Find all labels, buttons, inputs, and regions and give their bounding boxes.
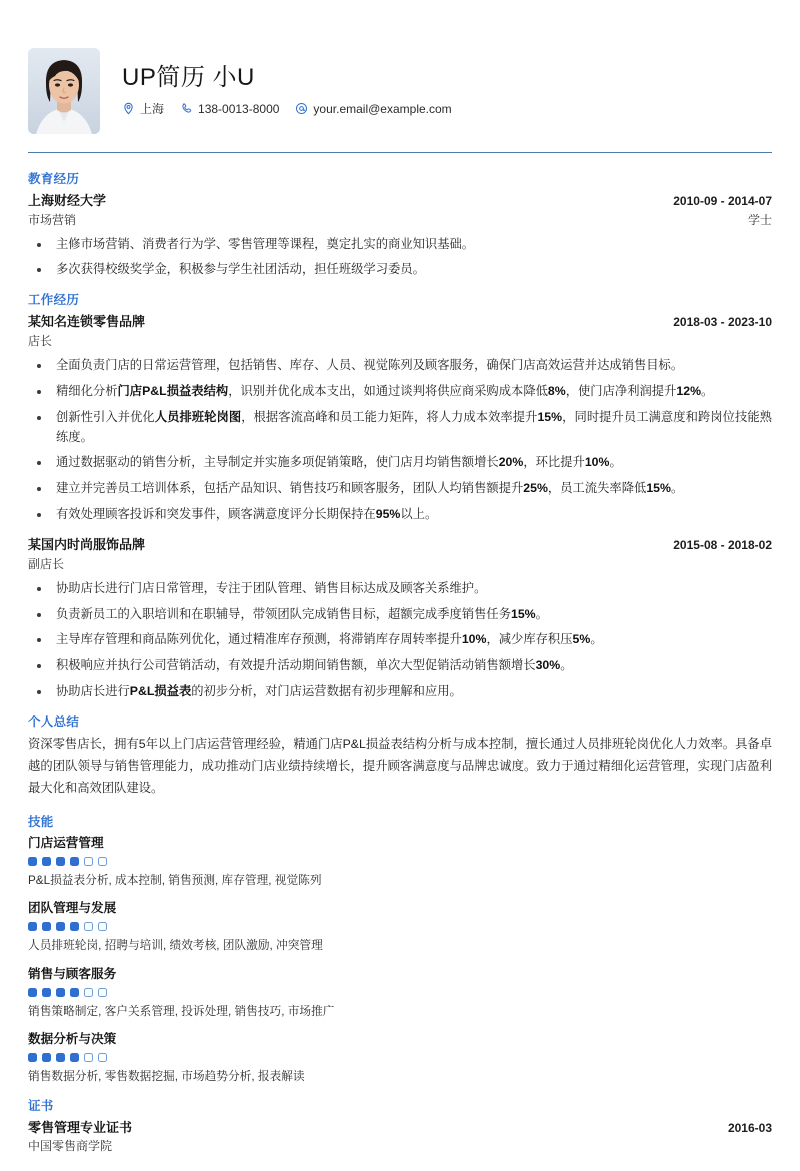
contact-phone[interactable] — [180, 102, 279, 116]
work-company: 某国内时尚服饰品牌 — [28, 537, 146, 553]
bullet-item: 负责新员工的入职培训和在职辅导，带领团队完成销售目标，超额完成季度销售任务15%。 — [28, 605, 772, 625]
section-skills — [28, 812, 772, 1086]
header-divider — [28, 152, 772, 153]
bullet-item: 全面负责门店的日常运营管理，包括销售、库存、人员、视觉陈列及顾客服务，确保门店高效运营并达成销售目标。 — [28, 356, 772, 376]
work-date: 2018-03 - 2023-10 — [673, 315, 772, 330]
skill-keywords: P&L损益表分析, 成本控制, 销售预测, 库存管理, 视觉陈列 — [28, 873, 322, 887]
bullet-item: 主导库存管理和商品陈列优化，通过精准库存预测，将滞销库存周转率提升10%，减少库存积压5%。 — [28, 630, 772, 650]
certificate-name: 零售管理专业证书 — [28, 1119, 133, 1135]
education-date: 2010-09 - 2014-07 — [673, 194, 772, 208]
work-entry-sub — [28, 555, 772, 573]
skill-item — [28, 965, 772, 1020]
certificate-date: 2016-03 — [727, 1120, 772, 1135]
section-title-work: 工作经历 — [28, 293, 80, 308]
education-major: 市场营销 — [28, 212, 77, 227]
skill-dot-filled — [70, 857, 79, 866]
full-name: UP简历 小U — [122, 63, 255, 91]
skill-dot-empty — [98, 1053, 107, 1062]
location-text: 上海 — [140, 102, 165, 117]
skill-dot-filled — [42, 922, 51, 931]
resume-header — [28, 0, 772, 150]
work-title: 副店长 — [28, 556, 65, 571]
section-summary — [28, 712, 772, 800]
section-education — [28, 169, 772, 280]
skill-dot-filled — [42, 1053, 51, 1062]
bullet-item: 通过数据驱动的销售分析，主导制定并实施多项促销策略，使门店月均销售额增长20%，环比提升10%。 — [28, 453, 772, 473]
skill-keywords: 人员排班轮岗, 招聘与培训, 绩效考核, 团队激励, 冲突管理 — [28, 939, 323, 953]
certificate-issuer: 中国零售商学院 — [28, 1139, 113, 1154]
skill-keywords: 销售策略制定, 客户关系管理, 投诉处理, 销售技巧, 市场推广 — [28, 1004, 335, 1018]
skill-name: 数据分析与决策 — [28, 1032, 117, 1047]
bullet-item: 多次获得校级奖学金，积极参与学生社团活动，担任班级学习委员。 — [28, 260, 772, 280]
skill-name: 门店运营管理 — [28, 835, 104, 850]
bullet-item: 协助店长进行P&L损益表的初步分析，对门店运营数据有初步理解和应用。 — [28, 682, 772, 702]
certificate-entry-head — [28, 1118, 772, 1138]
email-text: your.email@example.com — [313, 101, 452, 116]
work-company: 某知名连锁零售品牌 — [28, 314, 146, 330]
section-title-skills: 技能 — [28, 814, 54, 829]
work-entry-sub — [28, 332, 772, 350]
work-bullets — [28, 579, 772, 703]
skill-level-dots — [28, 1053, 772, 1062]
education-entry — [28, 191, 772, 280]
bullet-item: 创新性引入并优化人员排班轮岗图，根据客流高峰和员工能力矩阵，将人力成本效率提升15%，同时提升员工满意度和跨岗位技能熟练度。 — [28, 408, 772, 448]
skill-dot-empty — [98, 922, 107, 931]
section-certificates — [28, 1096, 772, 1156]
skill-level-dots — [28, 922, 772, 931]
skill-dot-filled — [70, 988, 79, 997]
skill-dot-filled — [56, 922, 65, 931]
bullet-item: 主修市场营销、消费者行为学、零售管理等课程，奠定扎实的商业知识基础。 — [28, 235, 772, 255]
identity-block — [122, 65, 452, 117]
location-pin-icon — [122, 102, 135, 115]
bullet-item: 精细化分析门店P&L损益表结构，识别并优化成本支出，如通过谈判将供应商采购成本降低8%，使门店净利润提升12%。 — [28, 382, 772, 402]
skill-dot-filled — [70, 922, 79, 931]
contact-row — [122, 100, 452, 117]
skill-dot-filled — [28, 1053, 37, 1062]
section-work — [28, 290, 772, 702]
section-title-summary: 个人总结 — [28, 715, 80, 730]
bullet-item: 积极响应并执行公司营销活动，有效提升活动期间销售额，单次大型促销活动销售额增长30%。 — [28, 656, 772, 676]
bullet-item: 协助店长进行门店日常管理，专注于团队管理、销售目标达成及顾客关系维护。 — [28, 579, 772, 599]
certificate-entry — [28, 1118, 772, 1156]
education-bullets — [28, 235, 772, 281]
skill-dot-empty — [84, 1053, 93, 1062]
skill-dot-filled — [56, 857, 65, 866]
section-title-education: 教育经历 — [28, 172, 80, 186]
skill-dot-filled — [42, 857, 51, 866]
work-entry-head — [28, 312, 772, 332]
education-entry-head — [28, 191, 772, 211]
work-bullets — [28, 356, 772, 525]
work-entry — [28, 312, 772, 525]
bullet-item: 建立并完善员工培训体系，包括产品知识、销售技巧和顾客服务，团队人均销售额提升25%，员工流失率降低15%。 — [28, 479, 772, 499]
summary-text: 资深零售店长，拥有5年以上门店运营管理经验，精通门店P&L损益表结构分析与成本控制，擅长通过人员排班轮岗优化人力效率。具备卓越的团队领导与销售管理能力，成功推动门店业绩持续增长，提升顾客满意度与品牌忠诚度。致力于通过精细化运营管理，实现门店盈利最大化和高效团队建设。 — [28, 737, 772, 795]
contact-email[interactable] — [295, 102, 451, 116]
skill-dot-empty — [84, 988, 93, 997]
skill-dot-filled — [28, 988, 37, 997]
skill-dot-empty — [84, 922, 93, 931]
skill-level-dots — [28, 988, 772, 997]
skill-dot-filled — [56, 988, 65, 997]
skill-dot-empty — [98, 988, 107, 997]
skill-level-dots — [28, 857, 772, 866]
skill-item — [28, 899, 772, 954]
skill-dot-filled — [28, 922, 37, 931]
skills-list — [28, 834, 772, 1086]
work-entry — [28, 535, 772, 702]
avatar — [28, 48, 100, 134]
phone-icon — [180, 102, 193, 115]
skill-item — [28, 834, 772, 889]
phone-text: 138-0013-8000 — [198, 101, 280, 116]
work-date: 2015-08 - 2018-02 — [673, 538, 772, 553]
bullet-item: 有效处理顾客投诉和突发事件，顾客满意度评分长期保持在95%以上。 — [28, 505, 772, 525]
skill-dot-filled — [70, 1053, 79, 1062]
skill-dot-filled — [56, 1053, 65, 1062]
work-entry-head — [28, 535, 772, 555]
skill-name: 团队管理与发展 — [28, 901, 117, 916]
section-title-certificates: 证书 — [28, 1098, 54, 1113]
skill-dot-empty — [84, 857, 93, 866]
work-title: 店长 — [28, 333, 53, 348]
skill-dot-empty — [98, 857, 107, 866]
skill-name: 销售与顾客服务 — [28, 966, 117, 981]
skill-dot-filled — [42, 988, 51, 997]
skill-keywords: 销售数据分析, 零售数据挖掘, 市场趋势分析, 报表解读 — [28, 1070, 305, 1084]
education-school: 上海财经大学 — [28, 193, 107, 208]
skill-dot-filled — [28, 857, 37, 866]
education-entry-sub — [28, 211, 772, 229]
contact-location — [122, 100, 164, 117]
education-degree: 学士 — [747, 212, 772, 227]
skill-item — [28, 1030, 772, 1085]
email-at-icon — [295, 102, 308, 115]
